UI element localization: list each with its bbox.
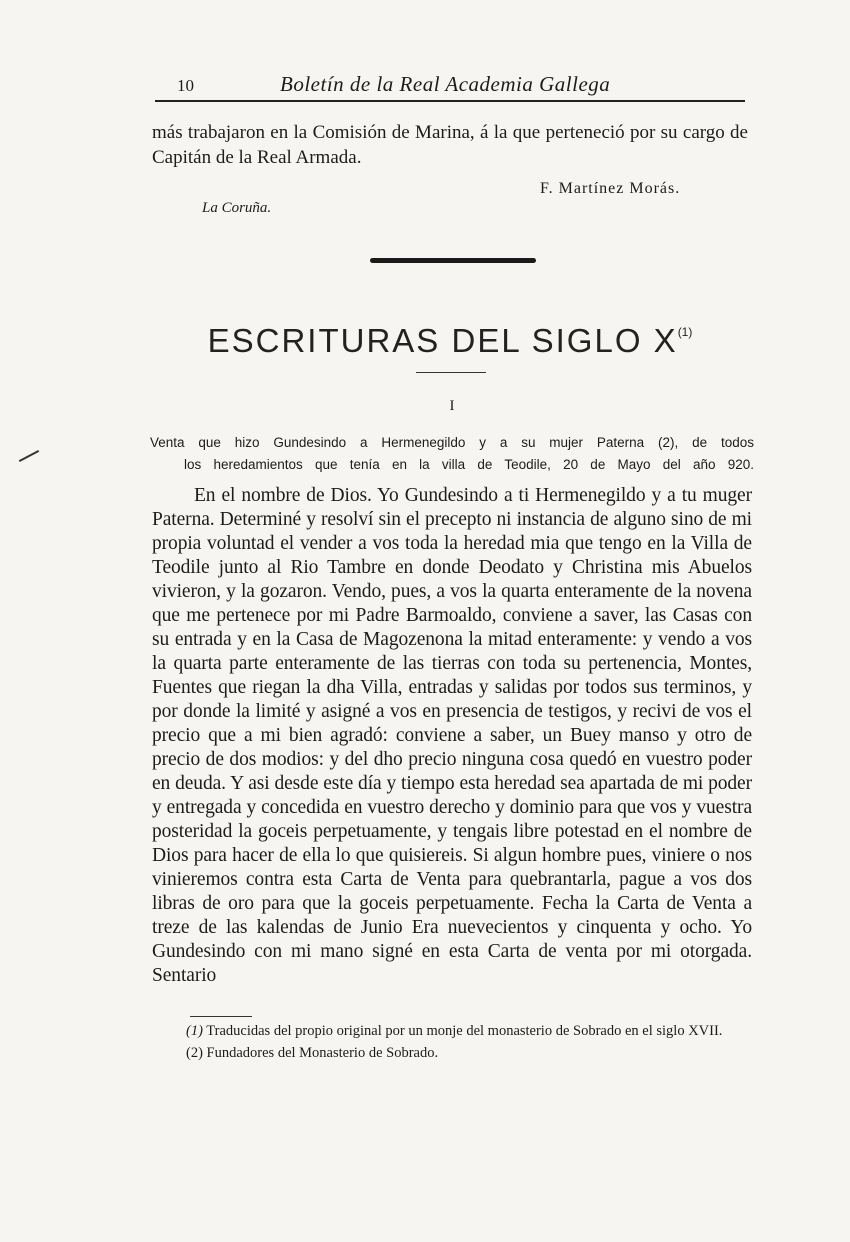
continuation-paragraph: más trabajaron en la Comisión de Marina, á la que perteneció por su cargo de Capitán de la Real Armada.: [152, 122, 748, 168]
title-footnote-ref: (1): [677, 325, 693, 339]
document-summary: [150, 432, 754, 476]
footnote-rule: [190, 1016, 252, 1017]
page-header: [155, 68, 745, 102]
footnote-1: [152, 1020, 752, 1042]
title-rule: [416, 372, 486, 373]
margin-mark: [19, 450, 39, 462]
footnotes: [152, 1020, 752, 1064]
summary-line-1: Venta que hizo Gundesindo a Hermenegildo y a su mujer Paterna (2), de todos: [150, 435, 754, 450]
document-body: En el nombre de Dios. Yo Gundesindo a ti Hermenegildo y a tu muger Paterna. Determiné y resolví sin el precepto ni instancia de alguno sino de mi propia voluntad el vender a vos toda la heredad mia que tengo en la Villa de Teodile junto al Rio Tambre en donde Deodato y Christina mis Abuelos vivieron, y la gozaron. Vendo, pues, a vos la quarta enteramente de la novena que me pertenece por mi Padre Barmoaldo, conviene a saver, las Casas con su entrada y en la Casa de Magozenona la mitad enteramente: y vendo a vos la quarta parte enteramente de las tierras con toda su pertenencia, Montes, Fuentes que riegan la dha Villa, entradas y salidas por todos sus terminos, y por donde la limité y asigné a vos en presencia de testigos, y recivi de vos el precio que a mi bien agradó: conviene a saber, un Buey manso y otro de precio de dos modios: y del dho precio ninguna cosa quedó en vuestro poder en deuda. Y asi desde este día y tiempo esta heredad sea apartada de mi poder y entregada y concedida en vuestro derecho y dominio para que vos y vuestra posteridad la goceis perpetuamente, y tengais libre potestad en el nombre de Dios para hacer de ella lo que quisiereis. Si algun hombre pues, viniere o nos vinieremos contra esta Carta de Venta para quebrantarla, pague a vos dos libras de oro para que la goceis perpetuamente. Fecha la Carta de Venta a treze de las kalendas de Junio Era nuevecientos y cinquenta y ocho. Yo Gundesindo con mi mano signé en esta Carta de venta por mi otorgada. Sentario: [152, 485, 752, 986]
summary-line-2: los heredamientos que tenía en la villa de Teodile, 20 de Mayo del año 920.: [184, 457, 754, 472]
section-separator: [370, 258, 536, 263]
footnote-2: [152, 1042, 752, 1064]
page-number: 10: [177, 76, 194, 95]
footnote-2-text: Fundadores del Monasterio de Sobrado.: [206, 1045, 439, 1061]
article-title: [150, 322, 750, 360]
author-signature: F. Martínez Morás.: [540, 180, 681, 197]
footnote-2-mark: (2): [186, 1045, 203, 1061]
running-title: Boletín de la Real Academia Gallega: [280, 72, 611, 96]
section-number: I: [449, 398, 455, 414]
footnote-1-text: Traducidas del propio original por un monje del monasterio de Sobrado en el siglo XVII.: [206, 1023, 723, 1039]
footnote-1-mark: (1): [186, 1023, 203, 1039]
article-title-text: ESCRITURAS DEL SIGLO X: [207, 322, 678, 359]
signature-place: La Coruña.: [202, 200, 272, 216]
